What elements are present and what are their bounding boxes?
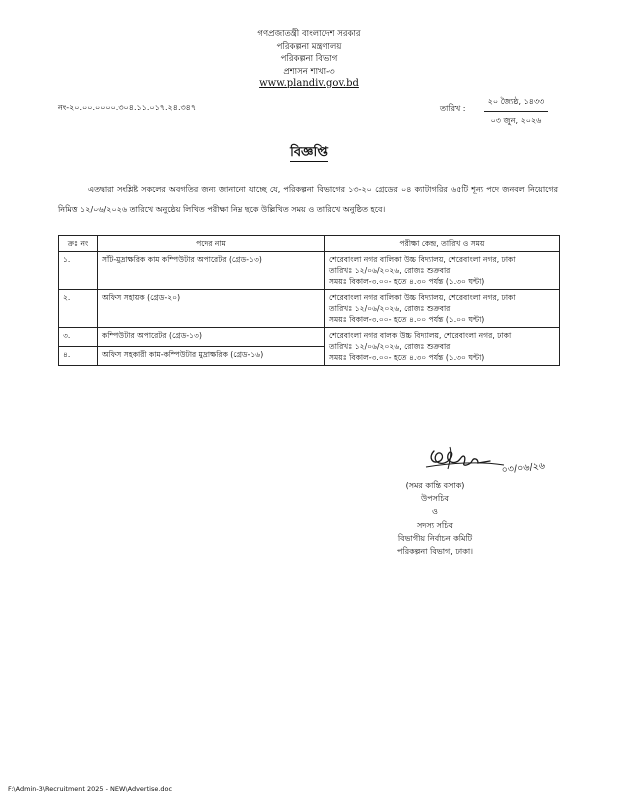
- signatory-name: (সমর কান্তি বসাক): [405, 481, 465, 490]
- cell-venue: [325, 290, 560, 328]
- section-name: প্রশাসন শাখা-৩: [283, 66, 335, 77]
- cell-sl: ২.: [59, 290, 98, 328]
- exam-date-line: তারিখঃ ১২/০৬/২০২৬, রোজঃ শুক্রবার: [329, 342, 451, 351]
- cell-post: অফিস সহকারী কাম-কম্পিউটার মুদ্রাক্ষরিক (গ্রেড-১৬): [98, 347, 325, 366]
- cell-post: অফিস সহায়ক (গ্রেড-২০): [98, 290, 325, 328]
- cell-sl: ১.: [59, 252, 98, 290]
- signatory-role: সদস্য সচিব: [417, 520, 453, 530]
- exam-time-line: সময়ঃ বিকাল-৩.০০- হতে ৪.৩০ পর্যন্ত (১.৩০ ঘন্টা): [329, 353, 485, 362]
- govt-name: গণপ্রজাতন্ত্রী বাংলাদেশ সরকার: [257, 29, 361, 39]
- committee-name: বিভাগীয় নির্বাচন কমিটি: [397, 533, 473, 543]
- exam-time-line: সময়ঃ বিকাল-৩.০০- হতে ৪.৩০ পর্যন্ত (১.৩০ ঘন্টা): [329, 277, 485, 286]
- signatory-conjunction: ও: [432, 507, 438, 517]
- cell-sl: ৪.: [59, 347, 98, 366]
- division-name: পরিকল্পনা বিভাগ: [280, 54, 338, 64]
- cell-venue: [325, 328, 560, 366]
- ministry-name: পরিকল্পনা মন্ত্রণালয়: [276, 41, 342, 52]
- col-header-post: পদের নাম: [98, 236, 325, 252]
- file-path-footer: F:\Admin-3\Recruitment 2025 - NEW\Advertise.doc: [8, 785, 173, 793]
- table-header-row: [59, 236, 560, 252]
- exam-date-line: তারিখঃ ১২/০৬/২০২৬, রোজঃ শুক্রবার: [329, 266, 451, 275]
- date-english: ০৩ জুন, ২০২৬: [490, 116, 542, 125]
- notice-title: বিজ্ঞপ্তি: [290, 145, 328, 160]
- exam-date-line: তারিখঃ ১২/০৬/২০২৬, রোজঃ শুক্রবার: [329, 304, 451, 313]
- signatory-designation: উপসচিব: [420, 494, 449, 504]
- cell-sl: ৩.: [59, 328, 98, 347]
- exam-time-line: সময়ঃ বিকাল-৩.০০- হতে ৪.০০ পর্যন্ত (১.০০ ঘন্টা): [329, 315, 485, 324]
- table-row: [59, 290, 560, 328]
- table-row: [59, 328, 560, 347]
- notice-paragraph: এতদ্বারা সংশ্লিষ্ট সকলের অবগতির জন্য জানানো যাচ্ছে যে, পরিকল্পনা বিভাগের ১৩-২০ গ্রেডের ০৪ ক্যাটাগরির ৬৫টি শূন্য পদে জনবল নিয়োগের নিমিত্ত ১২/০৬/২০২৬ তারিখে অনুষ্ঠেয় লিখিত পরীক্ষা নিম্ন ছকে উল্লিখিত সময় ও তারিখে অনুষ্ঠিত হবে।: [58, 185, 558, 214]
- memo-number: নং-২০.০০.০০০০.৩০৪.১১.০১৭.২৪.৩৪৭: [58, 103, 197, 112]
- letterhead: [0, 28, 618, 91]
- venue-line: শেরেবাংলা নগর বালক উচ্চ বিদ্যালয়, শেরেবাংলা নগর, ঢাকা: [329, 331, 512, 340]
- office-name: পরিকল্পনা বিভাগ, ঢাকা।: [396, 547, 474, 557]
- venue-line: শেরেবাংলা নগর বালিকা উচ্চ বিদ্যালয়, শেরেবাংলা নগর, ঢাকা: [329, 293, 516, 302]
- date-label: তারিখ :: [440, 104, 466, 113]
- cell-post: কম্পিউটার অপারেটর (গ্রেড-১৩): [98, 328, 325, 347]
- col-header-venue: পরীক্ষা কেন্দ্র, তারিখ ও সময়: [325, 236, 560, 252]
- website-link[interactable]: www.plandiv.gov.bd: [259, 78, 359, 89]
- venue-line: শেরেবাংলা নগর বালিকা উচ্চ বিদ্যালয়, শেরেবাংলা নগর, ঢাকা: [329, 255, 516, 264]
- date-block: [484, 96, 548, 128]
- signatory-block: [365, 479, 505, 558]
- table-row: [59, 252, 560, 290]
- cell-post: সাঁট-মুদ্রাক্ষরিক কাম কম্পিউটার অপারেটর (গ্রেড-১৩): [98, 252, 325, 290]
- exam-schedule-table: [58, 235, 560, 366]
- date-bangla: ২০ জ্যৈষ্ঠ, ১৪৩৩: [484, 96, 548, 112]
- col-header-sl: ক্রঃ নং: [59, 236, 98, 252]
- signature-date: ০৩/০৬/২৬: [501, 460, 546, 476]
- cell-venue: [325, 252, 560, 290]
